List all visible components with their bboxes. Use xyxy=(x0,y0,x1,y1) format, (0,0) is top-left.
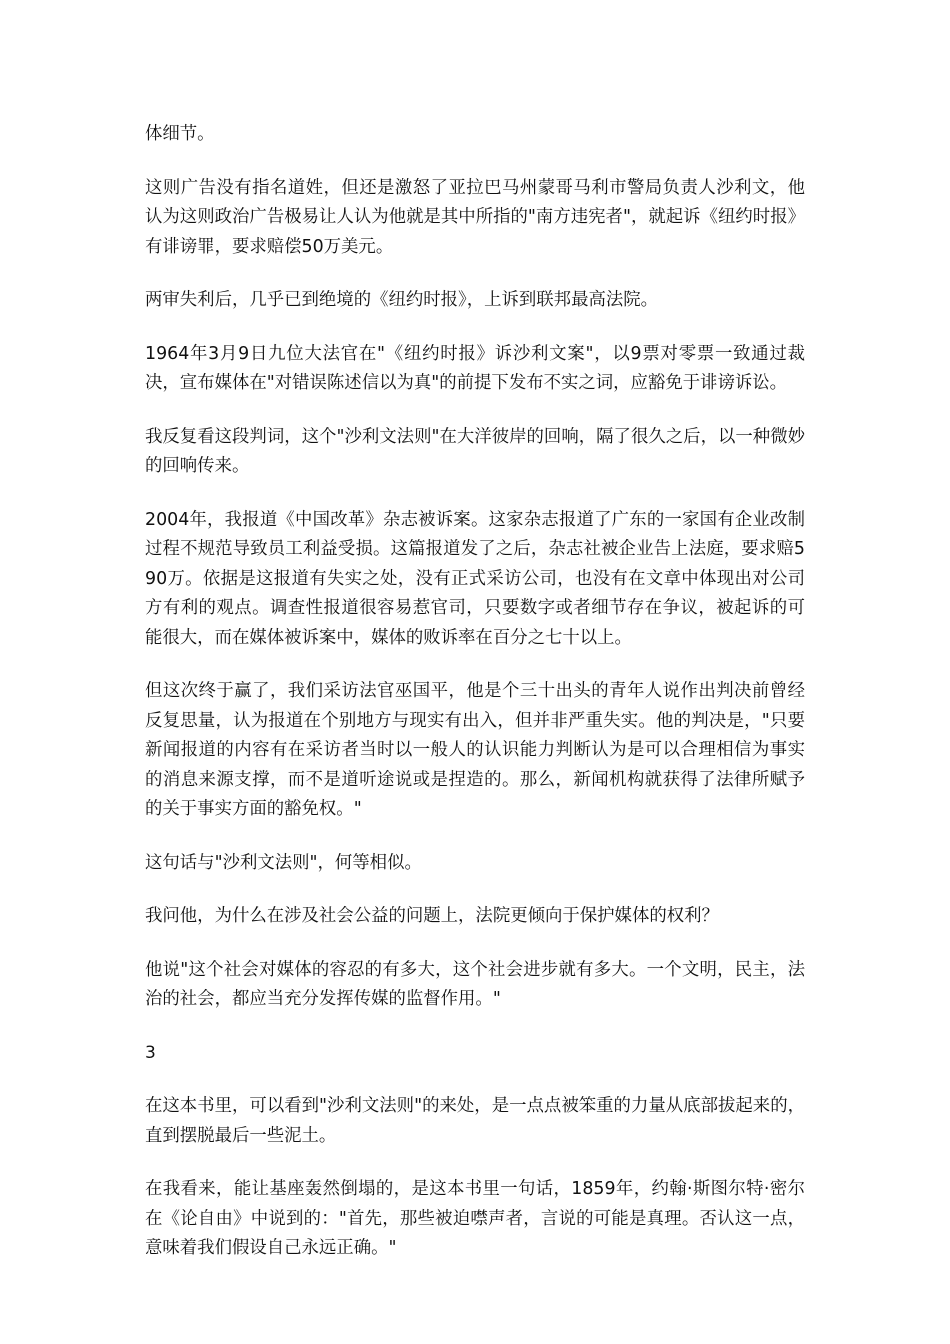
paragraph-7: 但这次终于赢了，我们采访法官巫国平，他是个三十出头的青年人说作出判决前曾经反复思量，认为报道在个别地方与现实有出入，但并非严重失实。他的判决是，"只要新闻报道的内容有在采访者当时以一般人的认识能力判断认为是可以合理相信为事实的消息来源支撑，而不是道听途说或是捏造的。那么，新闻机构就获得了法律所赋予的关于事实方面的豁免权。" xyxy=(145,681,805,819)
paragraph-8: 这句话与"沙利文法则"，何等相似。 xyxy=(145,852,422,873)
document-body xyxy=(145,120,805,1288)
paragraph-6: 2004年，我报道《中国改革》杂志被诉案。这家杂志报道了广东的一家国有企业改制过程不规范导致员工利益受损。这篇报道发了之后，杂志社被企业告上法庭，要求赔590万。依据是这报道有失实之处，没有正式采访公司，也没有在文章中体现出对公司方有利的观点。调查性报道很容易惹官司，只要数字或者细节存在争议，被起诉的可能很大，而在媒体被诉案中，媒体的败诉率在百分之七十以上。 xyxy=(145,509,805,648)
paragraph-13: 在我看来，能让基座轰然倒塌的，是这本书里一句话，1859年，约翰·斯图尔特·密尔在《论自由》中说到的："首先，那些被迫噤声者，言说的可能是真理。否认这一点，意味着我们假设自己永远正确。" xyxy=(145,1179,805,1258)
paragraph-5: 我反复看这段判词，这个"沙利文法则"在大洋彼岸的回响，隔了很久之后，以一种微妙的回响传来。 xyxy=(145,426,805,476)
paragraph-9: 我问他，为什么在涉及社会公益的问题上，法院更倾向于保护媒体的权利？ xyxy=(145,906,719,926)
section-number: 3 xyxy=(145,1042,156,1063)
paragraph-10: 他说"这个社会对媒体的容忍的有多大，这个社会进步就有多大。一个文明，民主，法治的社会，都应当充分发挥传媒的监督作用。" xyxy=(145,959,805,1009)
paragraph-3: 两审失利后，几乎已到绝境的《纽约时报》，上诉到联邦最高法院。 xyxy=(145,290,659,310)
paragraph-2: 这则广告没有指名道姓，但还是激怒了亚拉巴马州蒙哥马利市警局负责人沙利文，他认为这则政治广告极易让人认为他就是其中所指的"南方违宪者"，就起诉《纽约时报》有诽谤罪，要求赔偿50万美元。 xyxy=(145,177,805,257)
paragraph-4: 1964年3月9日九位大法官在"《纽约时报》诉沙利文案"，以9票对零票一致通过裁决，宣布媒体在"对错误陈述信以为真"的前提下发布不实之词，应豁免于诽谤诉讼。 xyxy=(145,343,805,393)
paragraph-1: 体细节。 xyxy=(145,124,215,144)
paragraph-12: 在这本书里，可以看到"沙利文法则"的来处，是一点点被笨重的力量从底部拔起来的，直到摆脱最后一些泥土。 xyxy=(145,1096,805,1146)
